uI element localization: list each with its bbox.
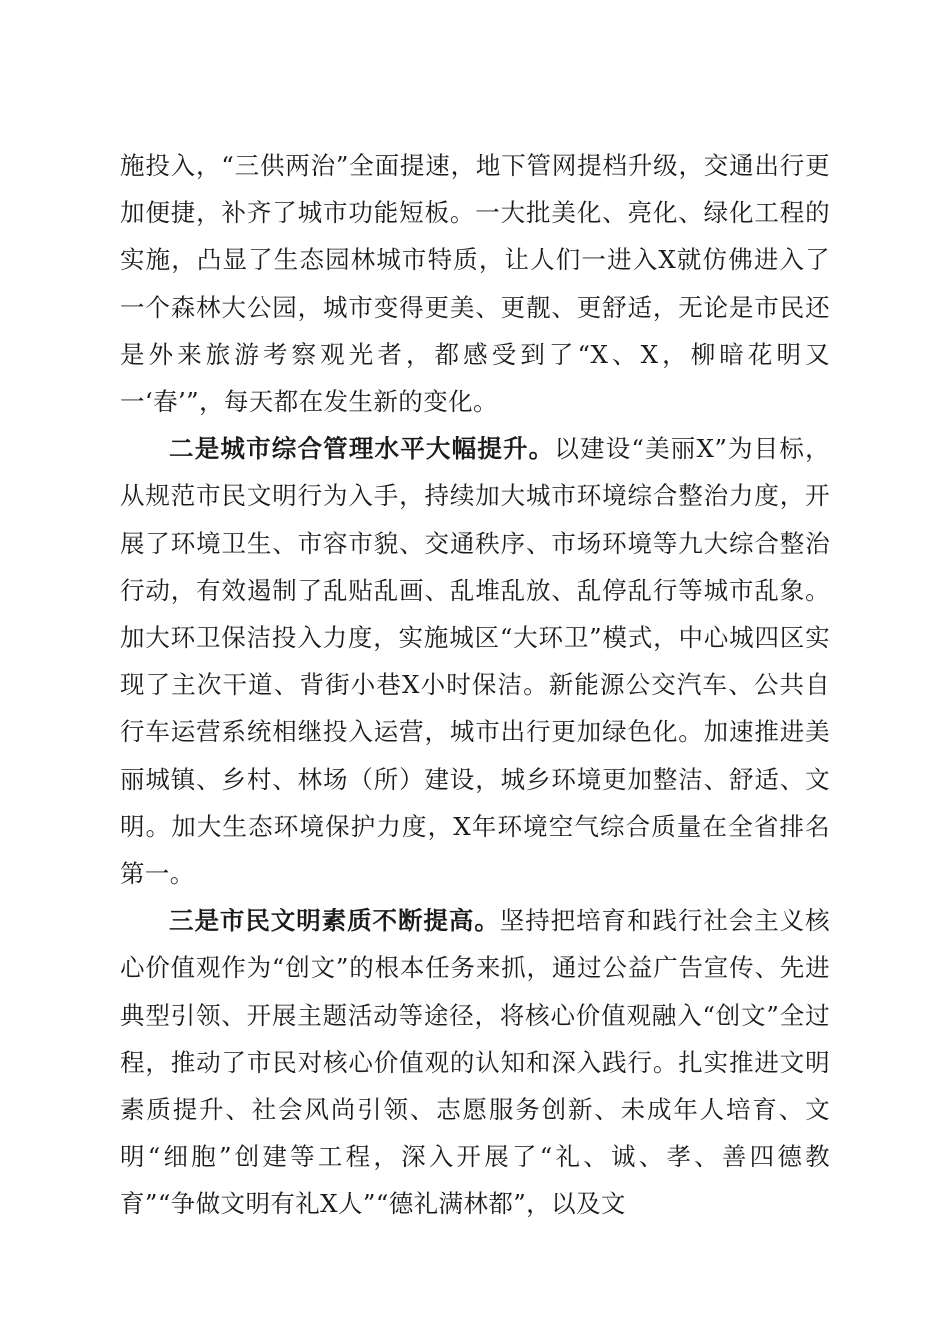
paragraph-civic-quality [120, 897, 830, 1227]
paragraph-3-lead: 三是市民文明素质不断提高。 [169, 906, 500, 936]
document-body [120, 142, 830, 1228]
paragraph-continuation [120, 142, 830, 425]
paragraph-3-text: 坚持把培育和践行社会主义核心价值观作为“创文”的根本任务来抓，通过公益广告宣传、先进典型引领、开展主题活动等途径，将核心价值观融入“创文”全过程，推动了市民对核心价值观的认知和深入践行。扎实推进文明素质提升、社会风尚引领、志愿服务创新、未成年人培育、文明“细胞”创建等工程，深入开展了“礼、诚、孝、善四德教育”“争做文明有礼X人”“德礼满林都”，以及文 [120, 906, 831, 1219]
paragraph-2-text: 以建设“美丽X”为目标，从规范市民文明行为入手，持续加大城市环境综合整治力度，开展了环境卫生、市容市貌、交通秩序、市场环境等九大综合整治行动，有效遏制了乱贴乱画、乱堆乱放、乱停乱行等城市乱象。加大环卫保洁投入力度，实施城区“大环卫”模式，中心城四区实现了主次干道、背街小巷X小时保洁。新能源公交汽车、公共自行车运营系统相继投入运营，城市出行更加绿色化。加速推进美丽城镇、乡村、林场（所）建设，城乡环境更加整洁、舒适、文明。加大生态环境保护力度，X年环境空气综合质量在全省排名第一。 [120, 434, 831, 889]
paragraph-2-lead: 二是城市综合管理水平大幅提升。 [169, 434, 555, 464]
paragraph-city-management [120, 425, 830, 897]
paragraph-1-text: 施投入，“三供两治”全面提速，地下管网提档升级，交通出行更加便捷，补齐了城市功能短板。一大批美化、亮化、绿化工程的实施，凸显了生态园林城市特质，让人们一进入X就仿佛进入了一个森林大公园，城市变得更美、更靓、更舒适，无论是市民还是外来旅游考察观光者，都感受到了“X、X，柳暗花明又一‘春’”，每天都在发生新的变化。 [120, 151, 830, 417]
